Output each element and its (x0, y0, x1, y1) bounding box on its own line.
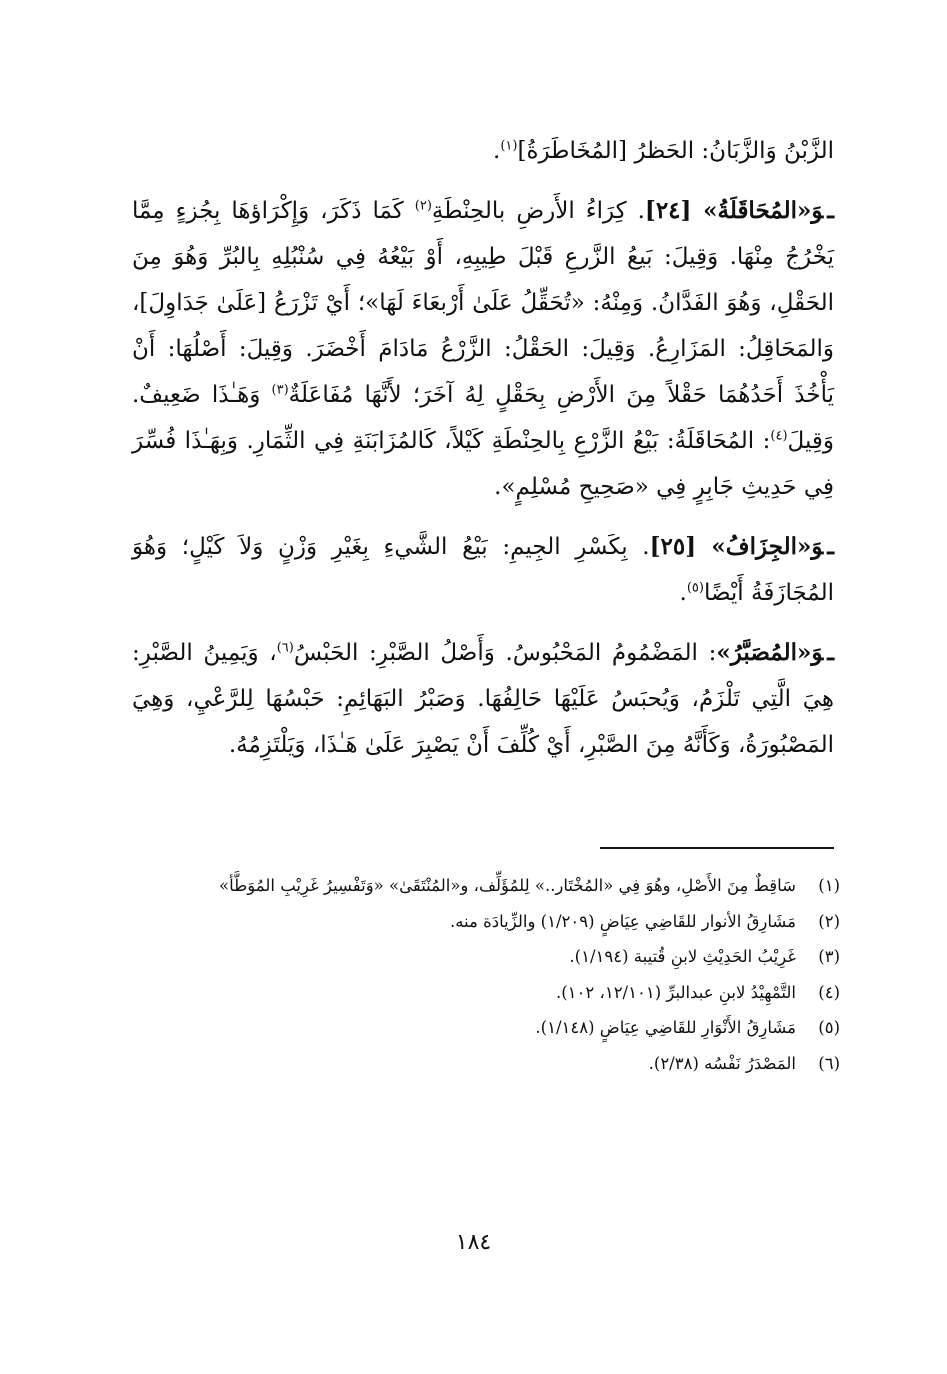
footnote-item (132, 904, 840, 940)
footnote-number: (٦) (818, 1053, 840, 1073)
footnote-item (132, 939, 840, 975)
footnote-text: التَّمْهِيْدُ لابنِ عبدالبرِّ (١٢/١٠١، ١٠٢). (555, 982, 796, 1002)
footnote-ref-4: (٤) (770, 428, 788, 444)
paragraph-zabn (132, 128, 834, 174)
footnotes (132, 868, 840, 1081)
paragraph-jizaf (132, 524, 834, 616)
entry-dash: ـ (827, 639, 834, 666)
footnote-number: (٥) (818, 1018, 840, 1037)
entry-keyword: وَ«الجِزَافُ» [٢٥] (649, 533, 824, 560)
paragraph-text: . (679, 580, 687, 606)
footnote-ref-1: (١) (500, 138, 518, 154)
footnote-text: سَاقِطٌ مِنَ الأَصْلِ، وهُوَ فِي «المُخْتَار..» لِلمُؤَلِّف، و«المُنْتَقَىٰ» «وَتَفْسِيرُ غَرِيْبِ المُوَطَّأ» (219, 876, 796, 895)
footnote-item (132, 975, 840, 1011)
footnote-ref-6: (٦) (276, 640, 294, 656)
footnote-divider (600, 847, 834, 849)
footnote-number: (٢) (818, 911, 840, 931)
footnote-number: (٤) (818, 982, 840, 1002)
footnote-number: (٣) (818, 947, 840, 966)
footnote-number: (١) (818, 876, 840, 895)
paragraph-text: : المُحَاقَلَةُ: بَيْعُ الزَّرْعِ بِالحِنْطَةِ كَيْلاً، كَالمُزَابَنَةِ فِي الثِّمَارِ. وَبِهَـٰذَا فُسِّرَ فِي حَدِيثِ جَابِرٍ فِي «صَحِيحِ مُسْلِمٍ». (132, 428, 834, 500)
footnote-ref-2: (٢) (414, 198, 432, 214)
entry-keyword: وَ«المُحَاقَلَةُ» [٢٤] (644, 197, 824, 224)
footnote-ref-5: (٥) (686, 580, 704, 596)
page-number: ١٨٤ (455, 1230, 492, 1255)
footnote-text: غَرِيْبُ الحَدِيْثِ لابنِ قُتيبة (١/١٩٤). (569, 947, 796, 966)
paragraph-text: كَمَا ذَكَرَ، وَإِكْرَاؤهَا بِجُزءٍ مِمَّا يَخْرُجُ مِنْهَا. وَقِيلَ: بَيعُ الزَّرعِ قَبْلَ طِيبِهِ، أَوْ بَيْعُهُ فِي سُنْبُلِهِ بِالبُرِّ وَهُوَ مِنَ الحَقْلِ، وَهُوَ الفَدَّانُ. وَمِنْهُ: «تُحَقِّلُ عَلَىٰ أَرْبعَاءَ لَهَا»؛ أَيْ تَزْرَعُ [عَلَىٰ جَدَاوِلَ]، وَالمَحَاقِلُ: المَزَارِعُ. وَقِيلَ: الحَقْلُ: الزَّرْعُ مَادَامَ أَخْضَرَ. وَقِيلَ: أَصْلُهَا: أَنْ يَأْخُذَ أَحَدُهُمَا حَقْلاً مِنَ الأَرْضِ بِحَقْلٍ لِهُ آخَرَ؛ لأَنَّهَا مُفَاعَلَةٌ (132, 198, 835, 408)
paragraph-text: . بِكَسْرِ الجِيمِ: بَيْعُ الشَّيءِ بِغَيْرِ وَزْنٍ وَلاَ كَيْلٍ؛ وَهُوَ المُجَازَفَةُ أَيْضًا (132, 534, 834, 606)
entry-dash: ـ (827, 197, 834, 224)
footnote-item (132, 868, 840, 904)
footnote-ref-3: (٣) (271, 382, 289, 398)
paragraph-text: الزَّبْنُ وَالزَّبَانُ: الحَظرُ [المُخَاطَرَةُ] (517, 138, 834, 164)
footnote-item (132, 1010, 840, 1046)
main-text (132, 128, 834, 782)
entry-keyword: وَ«المُصَبَّرُ» (716, 639, 824, 666)
paragraph-text: ، وَيَمِينُ الصَّبْرِ: هِيَ الَّتِي تَلْزَمُ، وَيُحبَسُ عَلَيْهَا حَالِفُهَا. وَصَبْرُ البَهَائِمِ: حَبْسُهَا لِلرَّعْيِ، وَهِيَ المَصْبُورَةُ، وَكَأَنَّهُ مِنَ الصَّبْرِ، أَيْ كُلِّفَ أَنْ يَصْبِرَ عَلَىٰ هَـٰذَا، وَيَلْتَزِمُهُ. (132, 640, 834, 758)
paragraph-musabbar (132, 630, 834, 768)
footnote-text: مَشَارِقُ الأنوار للقَاضِي عِيَاضٍ (١/٢٠٩) والزِّيادَة منه. (449, 911, 796, 931)
footnote-text: مَشَارِقُ الأَنْوَارِ للقَاضِي عِيَاضٍ (١/١٤٨). (535, 1018, 796, 1037)
paragraph-text: . كِرَاءُ الأَرضِ بالحِنْطَةِ (431, 198, 645, 224)
paragraph-text: وَهَـٰذَا ضَعِيفٌ. وَقِيلَ (132, 382, 834, 454)
footnote-item (132, 1046, 840, 1082)
footnote-text: المَصْدَرُ نَفْسُه (٢/٣٨). (648, 1053, 796, 1073)
paragraph-text: . (493, 138, 501, 164)
paragraph-muhaqala (132, 188, 834, 510)
paragraph-text: : المَضْمُومُ المَحْبُوسُ. وَأَصْلُ الصَّبْرِ: الحَبْسُ (293, 640, 717, 666)
entry-dash: ـ (827, 533, 834, 560)
